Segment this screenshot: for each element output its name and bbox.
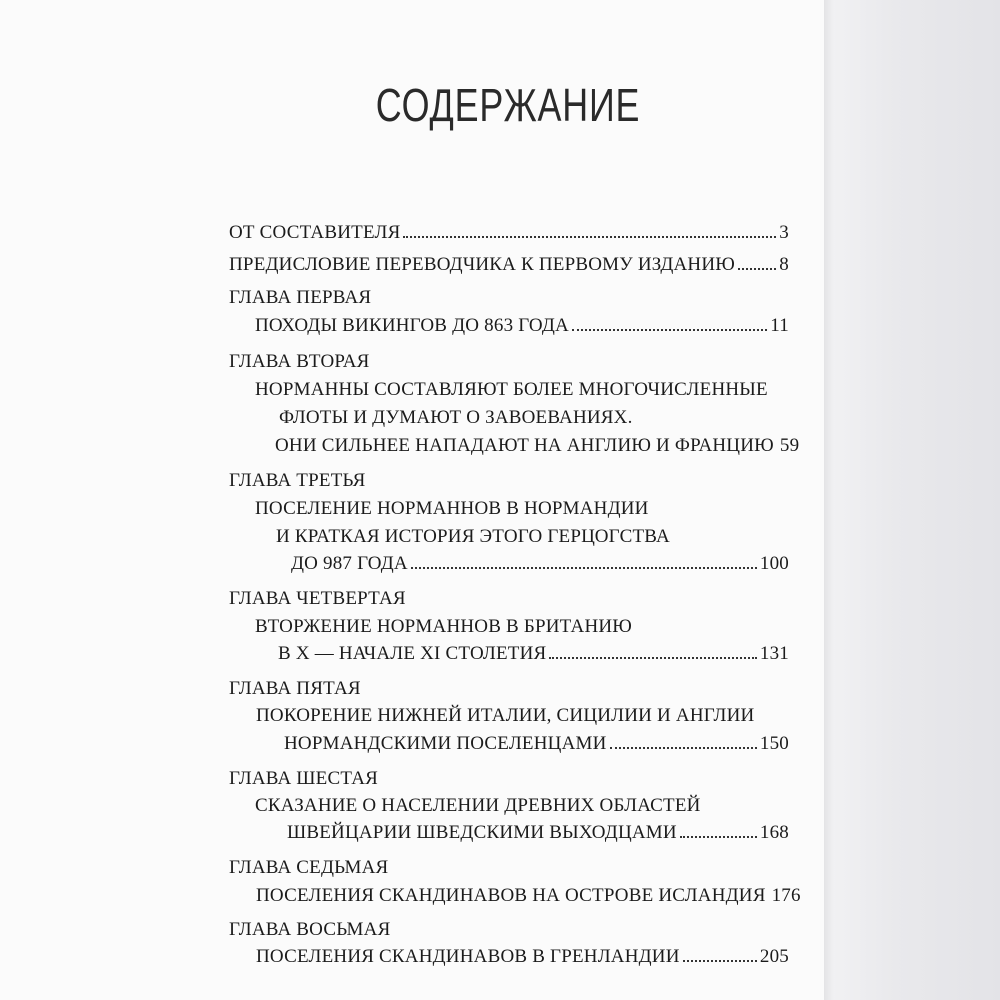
toc-page-number: 11 [770, 315, 789, 336]
chapter-heading-text: ГЛАВА ПЯТАЯ [229, 678, 361, 699]
toc-entry-text: ПОСЕЛЕНИЕ НОРМАННОВ В НОРМАНДИИ [255, 498, 649, 519]
chapter-heading [229, 464, 365, 492]
toc-entry-text: ОТ СОСТАВИТЕЛЯ [229, 222, 401, 243]
toc-entry [256, 940, 789, 968]
toc-page-number: 100 [759, 553, 789, 574]
chapter-heading [229, 345, 370, 373]
toc-entry-line [255, 373, 768, 401]
dot-leader [549, 657, 756, 659]
toc-entry-text: НОРМАННЫ СОСТАВЛЯЮТ БОЛЕЕ МНОГОЧИСЛЕННЫЕ [255, 379, 768, 400]
toc-entry-text: ПОКОРЕНИЕ НИЖНЕЙ ИТАЛИИ, СИЦИЛИИ И АНГЛИИ [256, 705, 755, 726]
chapter-heading [229, 672, 361, 700]
dot-leader [411, 567, 757, 569]
chapter-heading-text: ГЛАВА ЧЕТВЕРТАЯ [229, 588, 406, 609]
toc-entry-text: ПРЕДИСЛОВИЕ ПЕРЕВОДЧИКА К ПЕРВОМУ ИЗДАНИЮ [229, 254, 735, 275]
toc-entry-text: ВТОРЖЕНИЕ НОРМАННОВ В БРИТАНИЮ [255, 616, 633, 637]
toc-entry-text: НОРМАНДСКИМИ ПОСЕЛЕНЦАМИ [284, 733, 607, 754]
chapter-heading [229, 851, 388, 879]
toc-page-number: 3 [779, 222, 789, 243]
page-title: СОДЕРЖАНИЕ [375, 79, 641, 131]
toc-entry-text: ФЛОТЫ И ДУМАЮТ О ЗАВОЕВАНИЯХ. [279, 407, 633, 428]
toc-entry [278, 637, 789, 665]
toc-entry-line [279, 401, 633, 429]
toc-page-number: 176 [771, 885, 801, 906]
dot-leader [572, 329, 767, 331]
toc-page-number: 131 [759, 643, 789, 664]
toc-entry [287, 816, 789, 844]
toc-entry-text: ДО 987 ГОДА [291, 553, 408, 574]
toc-entry-text: ПОСЕЛЕНИЯ СКАНДИНАВОВ НА ОСТРОВЕ ИСЛАНДИЯ [256, 885, 766, 906]
toc-entry-line [276, 520, 670, 548]
toc-page-number: 59 [779, 435, 800, 456]
toc-entry-line [255, 492, 649, 520]
toc-entry-text: ПОСЕЛЕНИЯ СКАНДИНАВОВ В ГРЕНЛАНДИИ [256, 946, 680, 967]
dot-leader [738, 268, 776, 270]
toc-entry-text: СКАЗАНИЕ О НАСЕЛЕНИИ ДРЕВНИХ ОБЛАСТЕЙ [255, 795, 701, 816]
toc-page-number: 8 [779, 254, 789, 275]
toc-entry-text: И КРАТКАЯ ИСТОРИЯ ЭТОГО ГЕРЦОГСТВА [276, 526, 670, 547]
chapter-heading [229, 281, 371, 309]
toc-entry [229, 248, 789, 276]
toc-entry-text: В X — НАЧАЛЕ XI СТОЛЕТИЯ [278, 643, 547, 664]
toc-entry [229, 216, 789, 244]
toc-entry [291, 547, 789, 575]
chapter-heading-text: ГЛАВА ШЕСТАЯ [229, 768, 379, 789]
toc-entry [275, 429, 800, 457]
dot-leader [683, 960, 757, 962]
dot-leader [610, 747, 757, 749]
chapter-heading [229, 913, 390, 941]
toc-page-number: 168 [759, 822, 789, 843]
toc-entry [256, 879, 801, 907]
chapter-heading [229, 762, 378, 790]
dot-leader [403, 236, 776, 238]
chapter-heading-text: ГЛАВА СЕДЬМАЯ [229, 857, 389, 878]
chapter-heading-text: ГЛАВА ВТОРАЯ [229, 351, 370, 372]
chapter-heading-text: ГЛАВА ПЕРВАЯ [229, 287, 372, 308]
toc-entry-text: ШВЕЙЦАРИИ ШВЕДСКИМИ ВЫХОДЦАМИ [287, 822, 677, 843]
toc-entry-text: ОНИ СИЛЬНЕЕ НАПАДАЮТ НА АНГЛИЮ И ФРАНЦИЮ [275, 435, 774, 456]
toc-entry-line [256, 699, 754, 727]
toc-page-number: 150 [759, 733, 789, 754]
toc-page-number: 205 [759, 946, 789, 967]
chapter-heading-text: ГЛАВА ВОСЬМАЯ [229, 919, 391, 940]
toc-entry-line [255, 610, 632, 638]
chapter-heading [229, 582, 406, 610]
toc-entry [255, 309, 789, 337]
toc-entry-text: ПОХОДЫ ВИКИНГОВ ДО 863 ГОДА [255, 315, 569, 336]
chapter-heading-text: ГЛАВА ТРЕТЬЯ [229, 470, 366, 491]
dot-leader [680, 836, 757, 838]
toc-entry-line [255, 789, 701, 817]
toc-entry [284, 727, 789, 755]
